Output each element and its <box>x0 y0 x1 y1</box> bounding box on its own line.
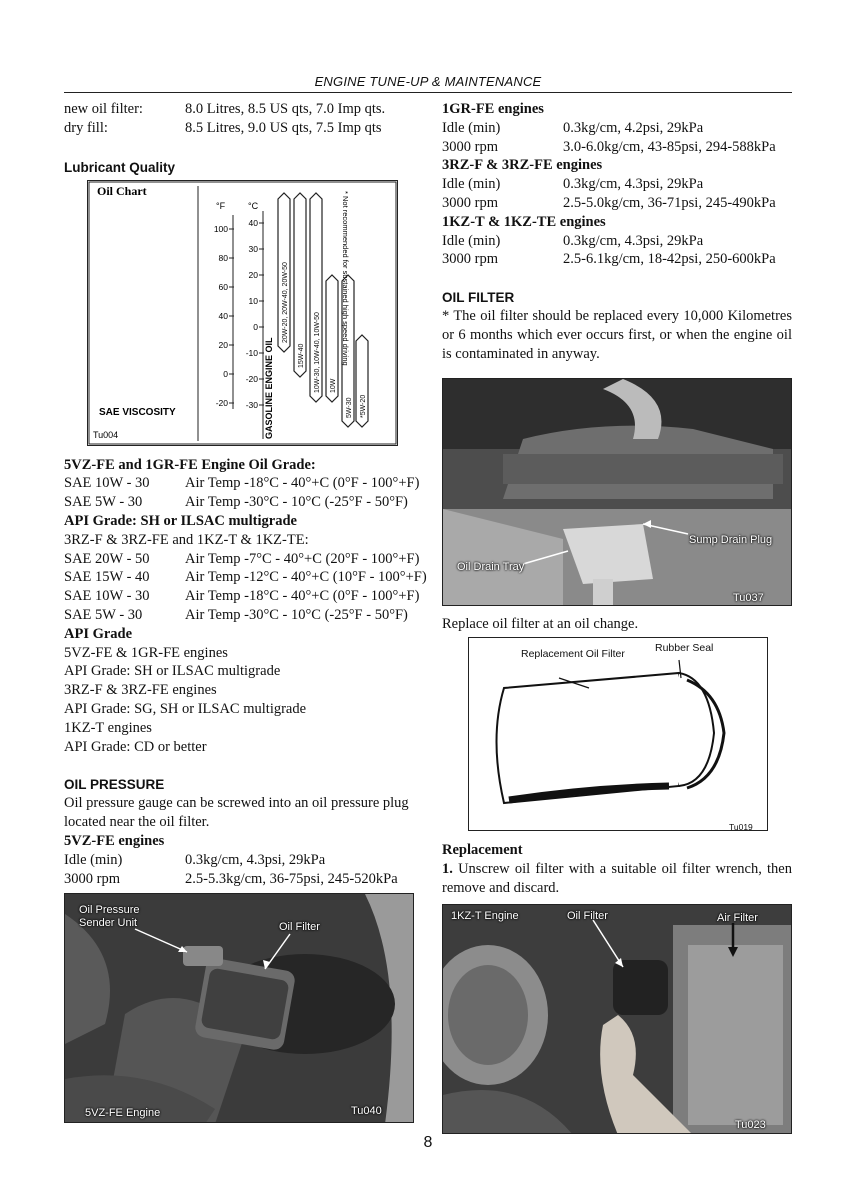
pressure-row <box>64 851 416 870</box>
figure-label-seal: Rubber Seal <box>655 642 714 655</box>
photo-code: Tu037 <box>733 591 764 604</box>
pressure-value: 0.3kg/cm, 4.3psi, 29kPa <box>563 232 704 249</box>
c-tick-label: -20 <box>245 373 258 384</box>
replacement-heading: Replacement <box>442 842 523 859</box>
f-tick-label: 80 <box>218 252 228 263</box>
oil-pressure-text: Oil pressure gauge can be screwed into an oil pressure plug located near the oil filter. <box>64 795 409 831</box>
step-number: 1. <box>442 861 453 878</box>
grade-row <box>64 550 420 569</box>
f-label: °F <box>216 200 226 211</box>
grade-temp: Air Temp -18°C - 40°+C (0°F - 100°+F) <box>185 475 420 492</box>
c-tick-label: 0 <box>253 321 258 332</box>
grade-sae: SAE 5W - 30 <box>64 494 143 511</box>
filter-caption: Replace oil filter at an oil change. <box>442 615 639 632</box>
capacity-label: dry fill: <box>64 119 108 136</box>
api-line: 5VZ-FE & 1GR-FE engines <box>64 644 228 661</box>
pressure-row <box>442 250 792 269</box>
pressure-label: 3000 rpm <box>442 251 498 268</box>
f-tick-label: 60 <box>218 281 228 292</box>
grade-label: *5W-20 <box>360 394 367 418</box>
left-column <box>64 100 427 1123</box>
api-line: API Grade: SH or ILSAC multigrade <box>64 663 281 680</box>
sae-viscosity-label: SAE VISCOSITY <box>99 406 176 418</box>
grade-row <box>64 587 420 606</box>
engine-heading: 5VZ-FE engines <box>64 832 165 849</box>
grade-row <box>64 493 416 512</box>
oil-filter-heading: OIL FILTER <box>442 290 515 306</box>
c-tick-label: 40 <box>248 217 258 228</box>
api-grade-line: API Grade: SH or ILSAC multigrade <box>64 512 297 529</box>
photo-label-drain-plug: Sump Drain Plug <box>689 533 773 546</box>
grade-label: 5W-30 <box>346 397 353 418</box>
grade-label: 15W-40 <box>298 343 305 368</box>
f-tick-label: 100 <box>213 223 228 234</box>
pressure-value: 0.3kg/cm, 4.3psi, 29kPa <box>563 176 704 193</box>
pressure-row <box>442 119 792 138</box>
pressure-label: Idle (min) <box>442 119 501 136</box>
engine-heading: 3RZ-F & 3RZ-FE engines <box>442 157 603 174</box>
api-line: 3RZ-F & 3RZ-FE engines <box>64 682 217 699</box>
grade-row <box>64 474 420 493</box>
pressure-label: Idle (min) <box>64 851 123 868</box>
c-tick-label: 10 <box>248 295 258 306</box>
chart-fig-code: Tu004 <box>93 429 119 440</box>
c-tick-label: 20 <box>248 269 258 280</box>
engine-subheading: 3RZ-F & 3RZ-FE and 1KZ-T & 1KZ-TE: <box>64 531 309 548</box>
lubricant-heading: Lubricant Quality <box>64 159 176 175</box>
pressure-value: 2.5-5.3kg/cm, 36-75psi, 245-520kPa <box>185 870 398 887</box>
photo-label-engine: 1KZ-T Engine <box>451 909 519 922</box>
api-line: API Grade: CD or better <box>64 738 207 755</box>
grade-temp: Air Temp -7°C - 40°+C (20°F - 100°+F) <box>185 550 420 567</box>
f-tick-label: -20 <box>215 397 228 408</box>
grade-row <box>64 606 416 625</box>
grade-sae: SAE 10W - 30 <box>64 588 150 605</box>
grade-sae: SAE 5W - 30 <box>64 606 143 623</box>
capacity-row <box>64 119 416 138</box>
grade-temp: Air Temp -12°C - 40°+C (10°F - 100°+F) <box>185 569 427 586</box>
grade-sae: SAE 10W - 30 <box>64 475 150 492</box>
grade-temp: Air Temp -30°C - 10°C (-25°F - 50°F) <box>185 494 408 511</box>
pressure-label: Idle (min) <box>442 232 501 249</box>
pressure-row <box>442 194 792 213</box>
f-ticks <box>214 224 234 408</box>
pressure-row <box>442 138 792 157</box>
f-tick-label: 40 <box>218 310 228 321</box>
capacity-row <box>64 100 416 119</box>
pressure-label: 3000 rpm <box>64 870 120 887</box>
oil-filter-photo <box>442 904 792 1134</box>
grade-label: 20W-20, 20W-40, 20W-50 <box>282 261 289 343</box>
grade-sae: SAE 15W - 40 <box>64 569 150 586</box>
grade-heading <box>64 456 416 475</box>
grade-row <box>64 568 427 587</box>
grade-sae: SAE 20W - 50 <box>64 550 150 567</box>
api-line: API Grade: SG, SH or ILSAC multigrade <box>64 700 307 717</box>
engine-heading: 1GR-FE engines <box>442 101 544 117</box>
c-label: °C <box>248 200 259 211</box>
oil-drain-photo <box>442 378 792 606</box>
chart-note-text: * Not recommended for sustained high speed driving <box>341 190 350 366</box>
oil-filter-text: * The oil filter should be replaced every 10,000 Kilometres or 6 months which ever occurs first, or when the engine oil is contaminated in anyway. <box>442 308 792 362</box>
api-grade-heading: API Grade <box>64 625 133 642</box>
step-text: Unscrew oil filter with a suitable oil filter wrench, then remove and discard. <box>442 861 792 896</box>
oil-chart <box>87 180 398 446</box>
api-line: 1KZ-T engines <box>64 719 152 736</box>
pressure-value: 3.0-6.0kg/cm, 43-85psi, 294-588kPa <box>563 138 776 155</box>
right-column <box>442 100 792 1134</box>
header-rule <box>64 92 792 93</box>
pressure-value: 2.5-6.1kg/cm, 18-42psi, 250-600kPa <box>563 251 776 268</box>
pressure-value: 0.3kg/cm, 4.3psi, 29kPa <box>185 851 326 868</box>
pressure-label: 3000 rpm <box>442 138 498 155</box>
figure-label-filter: Replacement Oil Filter <box>521 648 625 661</box>
replacement-step <box>442 860 792 898</box>
photo-label-air-filter: Air Filter <box>717 911 758 924</box>
photo-label-filter: Oil Filter <box>567 909 608 922</box>
c-tick-label: 30 <box>248 243 258 254</box>
grade-heading-text: 5VZ-FE and 1GR-FE Engine Oil Grade: <box>64 456 316 473</box>
engine-oil-label: GASOLINE ENGINE OIL <box>264 337 274 439</box>
c-ticks <box>246 218 264 410</box>
pressure-value: 0.3kg/cm, 4.2psi, 29kPa <box>563 119 704 136</box>
capacity-label: new oil filter: <box>64 101 143 117</box>
f-tick-label: 20 <box>218 339 228 350</box>
page-number: 8 <box>423 1134 433 1151</box>
chart-note <box>341 191 350 366</box>
c-tick-label: -30 <box>245 399 258 410</box>
oil-chart-graphic <box>88 181 397 445</box>
pressure-row <box>64 870 416 889</box>
oil-pressure-heading: OIL PRESSURE <box>64 777 165 793</box>
engine-heading: 1KZ-T & 1KZ-TE engines <box>442 213 606 230</box>
photo-label-filter: Oil Filter <box>279 921 320 934</box>
running-header: ENGINE TUNE-UP & MAINTENANCE <box>314 74 542 89</box>
oil-pressure-photo <box>64 893 414 1123</box>
capacity-value: 8.0 Litres, 8.5 US qts, 7.0 Imp qts. <box>185 101 386 117</box>
pressure-label: Idle (min) <box>442 176 501 193</box>
pressure-row <box>442 232 792 251</box>
oil-filter-figure <box>468 637 768 831</box>
pressure-label: 3000 rpm <box>442 194 498 211</box>
pressure-row <box>442 175 792 194</box>
grade-label: 10W <box>330 378 337 393</box>
photo-code: Tu023 <box>735 1118 766 1131</box>
f-tick-label: 0 <box>223 368 228 379</box>
pressure-value: 2.5-5.0kg/cm, 36-71psi, 245-490kPa <box>563 194 776 211</box>
capacity-value: 8.5 Litres, 9.0 US qts, 7.5 Imp qts <box>185 119 382 136</box>
photo-label-engine: 5VZ-FE Engine <box>85 1107 161 1120</box>
photo-engine-bay-graphic <box>443 905 792 1134</box>
figure-code: Tu019 <box>729 822 753 833</box>
grade-temp: Air Temp -18°C - 40°+C (0°F - 100°+F) <box>185 588 420 605</box>
photo-label-sender: Oil Pressure Sender Unit <box>79 904 140 930</box>
oil-chart-title: Oil Chart <box>97 183 147 198</box>
grade-label: 10W-30, 10W-40, 10W-50 <box>314 311 321 393</box>
grade-temp: Air Temp -30°C - 10°C (-25°F - 50°F) <box>185 606 408 623</box>
photo-label-drain-tray: Oil Drain Tray <box>457 560 525 573</box>
oil-filter-drawing <box>469 638 767 830</box>
photo-code: Tu040 <box>351 1105 382 1118</box>
c-tick-label: -10 <box>245 347 258 358</box>
